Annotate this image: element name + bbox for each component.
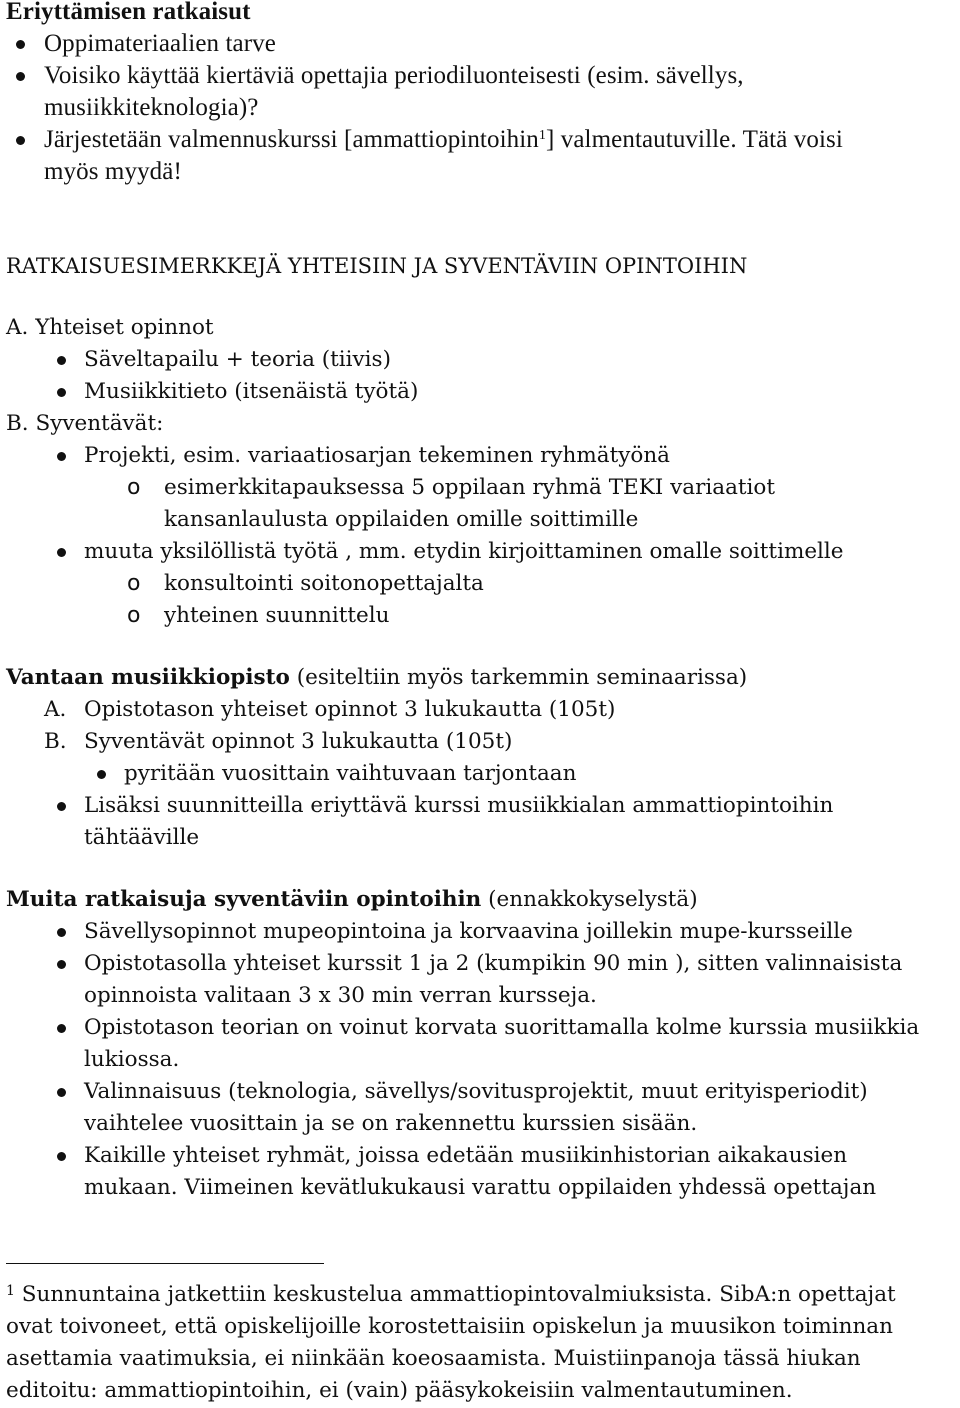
bullet-icon (57, 548, 66, 557)
footnote-line: editoitu: ammattiopintoihin, ei (vain) pääsykokeisiin valmentautuminen. (6, 1378, 793, 1403)
list-item: Oppimateriaalien tarve (44, 30, 276, 57)
list-item-continuation: lukiossa. (84, 1047, 180, 1072)
footnote-mark: 1 (6, 1283, 15, 1299)
list-item: Lisäksi suunnitteilla eriyttävä kurssi musiikkialan ammattiopintoihin (84, 793, 834, 818)
sub-bullet-marker: o (127, 603, 141, 628)
sub-list-item: yhteinen suunnittelu (164, 603, 390, 628)
section-title-muita-ratkaisuja: Muita ratkaisuja syventäviin opintoihin (ennakkokyselystä) (6, 887, 698, 912)
bullet-icon (16, 40, 25, 49)
sub-bullet-marker: o (127, 475, 141, 500)
bullet-icon (97, 770, 106, 779)
bullet-icon (57, 802, 66, 811)
footnote-line: ovat toivoneet, että opiskelijoille korostettaisiin opiskelun ja muusikon toiminnan (6, 1314, 893, 1339)
bullet-icon (57, 1152, 66, 1161)
list-item: Opistotason yhteiset opinnot 3 lukukautta (105t) (84, 697, 616, 722)
sub-bullet-marker: o (127, 571, 141, 596)
list-item: Opistotasolla yhteiset kurssit 1 ja 2 (kumpikin 90 min ), sitten valinnaisista (84, 951, 903, 976)
section-title-eriyttaminen: Eriyttämisen ratkaisut (6, 0, 251, 25)
list-item-continuation: vaihtelee vuosittain ja se on rakennettu kurssien sisään. (84, 1111, 698, 1136)
list-item-continuation: tähtääville (84, 825, 200, 850)
subsection-title-a: A. Yhteiset opinnot (6, 315, 214, 340)
list-item: Syventävät opinnot 3 lukukautta (105t) (84, 729, 513, 754)
bullet-icon (57, 452, 66, 461)
bullet-icon (57, 356, 66, 365)
bullet-icon (57, 928, 66, 937)
section-heading-ratkaisuesimerkkeja: RATKAISUESIMERKKEJÄ YHTEISIIN JA SYVENTÄVIIN OPINTOIHIN (6, 254, 748, 278)
list-item: Säveltapailu + teoria (tiivis) (84, 347, 391, 372)
list-item-continuation: mukaan. Viimeinen kevätlukukausi varattu oppilaiden yhdessä opettajan (84, 1175, 877, 1200)
bullet-icon (57, 1088, 66, 1097)
footnote-separator (6, 1263, 324, 1264)
list-item-continuation: myös myydä! (44, 158, 182, 185)
list-item: Järjestetään valmennuskurssi [ammattiopintoihin$^1$] valmentautuville. Tätä voisi (44, 126, 843, 153)
list-item: Musiikkitieto (itsenäistä työtä) (84, 379, 419, 404)
footnote-line: $^1$ Sunnuntaina jatkettiin keskustelua ammattiopintovalmiuksista. SibA:n opettajat (6, 1282, 896, 1307)
bullet-icon (57, 388, 66, 397)
list-item: muuta yksilöllistä työtä , mm. etydin kirjoittaminen omalle soittimelle (84, 539, 844, 564)
subsection-title-b: B. Syventävät: (6, 411, 164, 436)
sub-list-item-continuation: kansanlaulusta oppilaiden omille soittimille (164, 507, 639, 532)
bullet-icon (57, 960, 66, 969)
list-item: Opistotason teorian on voinut korvata suorittamalla kolme kurssia musiikkia (84, 1015, 920, 1040)
section-title-vantaan-musiikkiopisto: Vantaan musiikkiopisto (esiteltiin myös tarkemmin seminaarissa) (6, 665, 748, 690)
list-item-continuation: opinnoista valitaan 3 x 30 min verran kursseja. (84, 983, 597, 1008)
sub-list-item: esimerkkitapauksessa 5 oppilaan ryhmä TEKI variaatiot (164, 475, 775, 500)
list-item: Kaikille yhteiset ryhmät, joissa edetään musiikinhistorian aikakausien (84, 1143, 848, 1168)
list-item: Projekti, esim. variaatiosarjan tekeminen ryhmätyönä (84, 443, 670, 468)
sub-list-item: pyritään vuosittain vaihtuvaan tarjontaan (124, 761, 577, 786)
list-label-b: B. (44, 729, 67, 754)
bullet-icon (16, 136, 25, 145)
bullet-icon (57, 1024, 66, 1033)
list-item: Voisiko käyttää kiertäviä opettajia periodiluonteisesti (esim. sävellys, (44, 62, 744, 89)
list-item: Valinnaisuus (teknologia, sävellys/sovitusprojektit, muut erityisperiodit) (84, 1079, 868, 1104)
footnote-line: asettamia vaatimuksia, ei niinkään koeosaamista. Muistiinpanoja tässä hiukan (6, 1346, 861, 1371)
footnote-reference: 1 (538, 128, 546, 143)
list-item: Sävellysopinnot mupeopintoina ja korvaavina joillekin mupe-kursseille (84, 919, 853, 944)
list-label-a: A. (44, 697, 67, 722)
bullet-icon (16, 72, 25, 81)
list-item-continuation: musiikkiteknologia)? (44, 94, 259, 121)
sub-list-item: konsultointi soitonopettajalta (164, 571, 484, 596)
